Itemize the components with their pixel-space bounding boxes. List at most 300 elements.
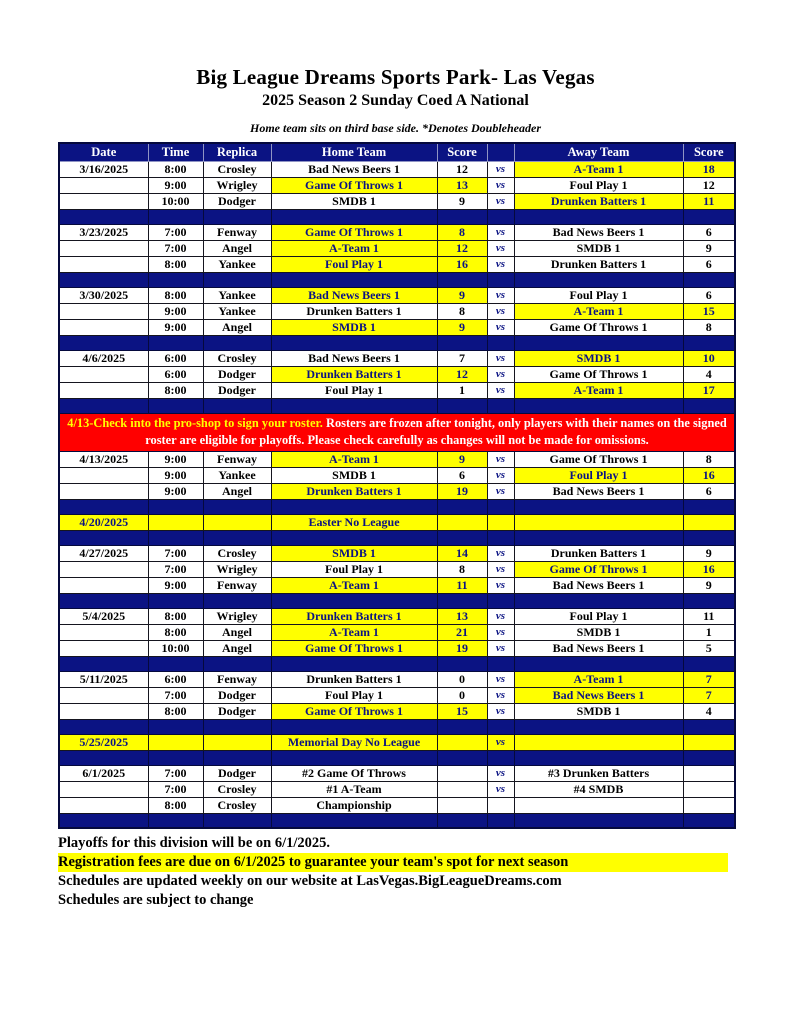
away-score-cell: 10 [683, 350, 735, 366]
vs-cell: vs [487, 350, 514, 366]
game-row [59, 350, 735, 366]
separator-cell [59, 272, 148, 287]
footer-website-note: Schedules are updated weekly on our website at LasVegas.BigLeagueDreams.com [58, 873, 562, 890]
replica-cell: Yankee [203, 303, 271, 319]
home-team-cell: A-Team 1 [271, 577, 437, 593]
replica-cell: Wrigley [203, 608, 271, 624]
home-team-cell: Bad News Beers 1 [271, 161, 437, 177]
roster-notice-row [59, 413, 735, 451]
date-cell: 4/6/2025 [59, 350, 148, 366]
home-team-note: Home team sits on third base side. *Denotes Doubleheader [250, 121, 541, 135]
replica-cell [203, 514, 271, 530]
col-header-replica: Replica [203, 143, 271, 161]
home-team-cell: Drunken Batters 1 [271, 608, 437, 624]
away-team-cell: A-Team 1 [514, 671, 683, 687]
time-cell: 8:00 [148, 624, 203, 640]
separator-cell [683, 813, 735, 828]
replica-cell [203, 734, 271, 750]
separator-cell [437, 398, 487, 413]
separator-cell [203, 335, 271, 350]
replica-cell: Fenway [203, 577, 271, 593]
separator-cell [148, 656, 203, 671]
home-team-cell: Drunken Batters 1 [271, 483, 437, 499]
separator-cell [487, 530, 514, 545]
roster-notice-text: Rosters are frozen after tonight, only players with their names on the signed roster are eligible for playoffs. Please check carefully as changes will not be made for omissions. [145, 415, 727, 448]
home-team-cell: A-Team 1 [271, 240, 437, 256]
separator-cell [59, 656, 148, 671]
home-score-cell: 14 [437, 545, 487, 561]
time-cell: 7:00 [148, 545, 203, 561]
home-score-cell [437, 765, 487, 781]
vs-cell: vs [487, 703, 514, 719]
home-score-cell: 15 [437, 703, 487, 719]
date-cell [59, 640, 148, 656]
replica-cell: Wrigley [203, 177, 271, 193]
date-cell [59, 577, 148, 593]
date-cell [59, 256, 148, 272]
home-score-cell: 12 [437, 161, 487, 177]
separator-cell [59, 813, 148, 828]
separator-cell [514, 335, 683, 350]
separator-cell [683, 719, 735, 734]
away-team-cell: Bad News Beers 1 [514, 224, 683, 240]
away-score-cell: 17 [683, 382, 735, 398]
separator-cell [271, 499, 437, 514]
separator-cell [148, 750, 203, 765]
separator-cell [59, 499, 148, 514]
away-team-cell: Game Of Throws 1 [514, 366, 683, 382]
replica-cell: Dodger [203, 382, 271, 398]
time-cell: 7:00 [148, 224, 203, 240]
home-score-cell: 0 [437, 671, 487, 687]
col-header-home-score: Score [437, 143, 487, 161]
away-score-cell: 7 [683, 687, 735, 703]
away-team-cell: SMDB 1 [514, 350, 683, 366]
date-cell: 3/16/2025 [59, 161, 148, 177]
separator-cell [203, 656, 271, 671]
game-row [59, 765, 735, 781]
date-cell: 5/4/2025 [59, 608, 148, 624]
separator-cell [487, 719, 514, 734]
away-team-cell: Game Of Throws 1 [514, 451, 683, 467]
game-row [59, 287, 735, 303]
date-cell: 3/30/2025 [59, 287, 148, 303]
away-score-cell: 18 [683, 161, 735, 177]
time-cell: 8:00 [148, 382, 203, 398]
time-cell: 7:00 [148, 240, 203, 256]
time-cell: 6:00 [148, 671, 203, 687]
date-cell [59, 193, 148, 209]
event-label-cell: Easter No League [271, 514, 437, 530]
away-score-cell: 6 [683, 483, 735, 499]
table-header-row [59, 143, 735, 161]
game-row [59, 797, 735, 813]
vs-cell: vs [487, 467, 514, 483]
separator-cell [271, 335, 437, 350]
separator-cell [683, 656, 735, 671]
away-score-cell: 6 [683, 287, 735, 303]
footer-change-note: Schedules are subject to change [58, 892, 254, 909]
separator-cell [514, 719, 683, 734]
separator-cell [271, 593, 437, 608]
time-cell: 7:00 [148, 561, 203, 577]
date-cell: 5/25/2025 [59, 734, 148, 750]
home-team-cell: Game Of Throws 1 [271, 177, 437, 193]
replica-cell: Crosley [203, 797, 271, 813]
time-cell: 8:00 [148, 287, 203, 303]
away-team-cell: Foul Play 1 [514, 177, 683, 193]
separator-cell [271, 813, 437, 828]
separator-cell [487, 209, 514, 224]
game-row [59, 161, 735, 177]
vs-cell: vs [487, 781, 514, 797]
away-team-cell: Foul Play 1 [514, 608, 683, 624]
separator-cell [487, 335, 514, 350]
time-cell [148, 514, 203, 530]
separator-cell [683, 398, 735, 413]
home-score-cell: 21 [437, 624, 487, 640]
vs-cell: vs [487, 451, 514, 467]
away-score-cell: 1 [683, 624, 735, 640]
vs-cell: vs [487, 193, 514, 209]
away-team-cell: A-Team 1 [514, 382, 683, 398]
separator-row [59, 499, 735, 514]
home-score-cell: 6 [437, 467, 487, 483]
separator-cell [487, 398, 514, 413]
game-row [59, 640, 735, 656]
separator-cell [203, 813, 271, 828]
away-team-cell: Drunken Batters 1 [514, 193, 683, 209]
date-cell [59, 177, 148, 193]
away-score-cell: 9 [683, 545, 735, 561]
separator-cell [683, 499, 735, 514]
time-cell: 8:00 [148, 797, 203, 813]
away-score-cell: 16 [683, 467, 735, 483]
home-score-cell [437, 797, 487, 813]
game-row [59, 382, 735, 398]
replica-cell: Angel [203, 240, 271, 256]
game-row [59, 561, 735, 577]
home-team-cell: A-Team 1 [271, 451, 437, 467]
replica-cell: Crosley [203, 781, 271, 797]
away-score-cell [683, 514, 735, 530]
time-cell: 9:00 [148, 177, 203, 193]
vs-cell: vs [487, 577, 514, 593]
away-score-cell: 8 [683, 319, 735, 335]
game-row [59, 483, 735, 499]
away-team-cell: SMDB 1 [514, 240, 683, 256]
replica-cell: Crosley [203, 545, 271, 561]
col-header-away-team: Away Team [514, 143, 683, 161]
separator-cell [203, 499, 271, 514]
time-cell: 8:00 [148, 703, 203, 719]
col-header-home-team: Home Team [271, 143, 437, 161]
game-row [59, 177, 735, 193]
separator-cell [683, 593, 735, 608]
time-cell: 8:00 [148, 256, 203, 272]
away-score-cell [683, 765, 735, 781]
game-row [59, 319, 735, 335]
roster-notice-cell [59, 413, 735, 451]
vs-cell: vs [487, 224, 514, 240]
replica-cell: Angel [203, 640, 271, 656]
home-score-cell: 8 [437, 561, 487, 577]
separator-cell [203, 530, 271, 545]
vs-cell: vs [487, 545, 514, 561]
game-row [59, 256, 735, 272]
home-score-cell: 12 [437, 240, 487, 256]
date-cell [59, 467, 148, 483]
home-score-cell: 12 [437, 366, 487, 382]
replica-cell: Crosley [203, 350, 271, 366]
replica-cell: Dodger [203, 703, 271, 719]
home-score-cell: 19 [437, 483, 487, 499]
replica-cell: Yankee [203, 467, 271, 483]
separator-cell [148, 813, 203, 828]
time-cell: 6:00 [148, 366, 203, 382]
home-team-cell: Drunken Batters 1 [271, 671, 437, 687]
home-score-cell: 0 [437, 687, 487, 703]
home-team-cell: Championship [271, 797, 437, 813]
schedule-table [58, 142, 736, 829]
vs-cell [487, 514, 514, 530]
separator-cell [437, 750, 487, 765]
separator-cell [271, 398, 437, 413]
separator-cell [514, 656, 683, 671]
vs-cell: vs [487, 303, 514, 319]
away-team-cell [514, 514, 683, 530]
separator-cell [437, 209, 487, 224]
separator-cell [59, 593, 148, 608]
game-row [59, 577, 735, 593]
away-team-cell: #3 Drunken Batters [514, 765, 683, 781]
separator-cell [437, 335, 487, 350]
replica-cell: Yankee [203, 256, 271, 272]
separator-cell [148, 272, 203, 287]
time-cell: 10:00 [148, 193, 203, 209]
time-cell: 10:00 [148, 640, 203, 656]
home-score-cell [437, 734, 487, 750]
date-cell [59, 624, 148, 640]
separator-cell [514, 398, 683, 413]
home-score-cell: 19 [437, 640, 487, 656]
replica-cell: Wrigley [203, 561, 271, 577]
away-team-cell: SMDB 1 [514, 703, 683, 719]
separator-cell [514, 272, 683, 287]
footer-playoffs-note: Playoffs for this division will be on 6/1/2025. [58, 835, 331, 852]
vs-cell: vs [487, 240, 514, 256]
separator-cell [59, 398, 148, 413]
separator-cell [437, 593, 487, 608]
vs-cell: vs [487, 256, 514, 272]
separator-cell [437, 530, 487, 545]
time-cell: 8:00 [148, 608, 203, 624]
separator-cell [59, 209, 148, 224]
roster-notice-highlight: 4/13-Check into the pro-shop to sign your roster. [67, 415, 323, 430]
separator-cell [683, 209, 735, 224]
replica-cell: Crosley [203, 161, 271, 177]
separator-cell [683, 335, 735, 350]
separator-cell [271, 530, 437, 545]
home-score-cell: 9 [437, 287, 487, 303]
away-team-cell: A-Team 1 [514, 161, 683, 177]
away-team-cell: Bad News Beers 1 [514, 687, 683, 703]
game-row [59, 703, 735, 719]
vs-cell: vs [487, 608, 514, 624]
home-score-cell: 8 [437, 224, 487, 240]
replica-cell: Fenway [203, 451, 271, 467]
date-cell [59, 561, 148, 577]
separator-cell [148, 335, 203, 350]
date-cell [59, 319, 148, 335]
footer-registration-note: Registration fees are due on 6/1/2025 to guarantee your team's spot for next season [58, 853, 728, 872]
separator-row [59, 272, 735, 287]
schedule-body [59, 161, 735, 828]
vs-cell: vs [487, 319, 514, 335]
vs-cell: vs [487, 734, 514, 750]
game-row [59, 224, 735, 240]
col-header-away-score: Score [683, 143, 735, 161]
separator-cell [683, 530, 735, 545]
game-row [59, 671, 735, 687]
separator-cell [148, 719, 203, 734]
game-row [59, 624, 735, 640]
separator-cell [148, 593, 203, 608]
away-team-cell: Bad News Beers 1 [514, 577, 683, 593]
separator-cell [59, 719, 148, 734]
away-score-cell: 5 [683, 640, 735, 656]
vs-cell: vs [487, 687, 514, 703]
separator-cell [514, 813, 683, 828]
away-team-cell: Foul Play 1 [514, 467, 683, 483]
separator-cell [487, 813, 514, 828]
page-subtitle: 2025 Season 2 Sunday Coed A National [262, 92, 529, 109]
date-cell [59, 687, 148, 703]
vs-cell: vs [487, 561, 514, 577]
separator-cell [437, 272, 487, 287]
event-row [59, 734, 735, 750]
home-score-cell: 9 [437, 319, 487, 335]
col-header-time: Time [148, 143, 203, 161]
vs-cell: vs [487, 640, 514, 656]
date-cell: 3/23/2025 [59, 224, 148, 240]
away-team-cell: Drunken Batters 1 [514, 545, 683, 561]
page-title: Big League Dreams Sports Park- Las Vegas [196, 65, 595, 89]
event-row [59, 514, 735, 530]
time-cell [148, 734, 203, 750]
home-team-cell: Game Of Throws 1 [271, 640, 437, 656]
date-cell: 4/13/2025 [59, 451, 148, 467]
home-score-cell: 7 [437, 350, 487, 366]
game-row [59, 608, 735, 624]
separator-cell [683, 750, 735, 765]
vs-cell: vs [487, 366, 514, 382]
game-row [59, 687, 735, 703]
game-row [59, 366, 735, 382]
away-team-cell: A-Team 1 [514, 303, 683, 319]
away-score-cell: 9 [683, 240, 735, 256]
col-header-date: Date [59, 143, 148, 161]
away-team-cell [514, 734, 683, 750]
separator-cell [59, 750, 148, 765]
time-cell: 9:00 [148, 303, 203, 319]
separator-row [59, 530, 735, 545]
away-score-cell: 4 [683, 703, 735, 719]
date-cell [59, 382, 148, 398]
separator-row [59, 656, 735, 671]
home-score-cell: 13 [437, 177, 487, 193]
separator-cell [514, 750, 683, 765]
separator-row [59, 335, 735, 350]
vs-cell: vs [487, 382, 514, 398]
away-team-cell: Drunken Batters 1 [514, 256, 683, 272]
home-score-cell [437, 781, 487, 797]
away-score-cell [683, 781, 735, 797]
vs-cell: vs [487, 671, 514, 687]
separator-cell [59, 335, 148, 350]
home-team-cell: Foul Play 1 [271, 256, 437, 272]
separator-cell [271, 750, 437, 765]
vs-cell: vs [487, 624, 514, 640]
time-cell: 6:00 [148, 350, 203, 366]
home-team-cell: SMDB 1 [271, 319, 437, 335]
vs-cell: vs [487, 177, 514, 193]
date-cell: 6/1/2025 [59, 765, 148, 781]
date-cell [59, 240, 148, 256]
separator-cell [203, 209, 271, 224]
separator-cell [487, 272, 514, 287]
replica-cell: Dodger [203, 765, 271, 781]
home-team-cell: Bad News Beers 1 [271, 350, 437, 366]
time-cell: 9:00 [148, 451, 203, 467]
away-score-cell: 6 [683, 256, 735, 272]
away-team-cell: Game Of Throws 1 [514, 319, 683, 335]
time-cell: 7:00 [148, 687, 203, 703]
separator-row [59, 209, 735, 224]
vs-cell: vs [487, 765, 514, 781]
replica-cell: Angel [203, 624, 271, 640]
date-cell [59, 781, 148, 797]
separator-cell [203, 272, 271, 287]
date-cell: 4/20/2025 [59, 514, 148, 530]
separator-row [59, 398, 735, 413]
home-score-cell: 13 [437, 608, 487, 624]
home-score-cell: 8 [437, 303, 487, 319]
separator-cell [203, 719, 271, 734]
away-score-cell [683, 797, 735, 813]
game-row [59, 303, 735, 319]
date-cell [59, 303, 148, 319]
separator-cell [271, 719, 437, 734]
time-cell: 9:00 [148, 467, 203, 483]
home-team-cell: Foul Play 1 [271, 382, 437, 398]
replica-cell: Fenway [203, 671, 271, 687]
away-team-cell: Game Of Throws 1 [514, 561, 683, 577]
away-score-cell: 4 [683, 366, 735, 382]
separator-cell [148, 398, 203, 413]
game-row [59, 240, 735, 256]
home-team-cell: Bad News Beers 1 [271, 287, 437, 303]
away-team-cell: SMDB 1 [514, 624, 683, 640]
separator-cell [437, 813, 487, 828]
time-cell: 7:00 [148, 781, 203, 797]
replica-cell: Dodger [203, 687, 271, 703]
separator-cell [271, 209, 437, 224]
away-team-cell: Bad News Beers 1 [514, 483, 683, 499]
vs-cell: vs [487, 161, 514, 177]
date-cell [59, 703, 148, 719]
footer-notes [58, 834, 791, 910]
